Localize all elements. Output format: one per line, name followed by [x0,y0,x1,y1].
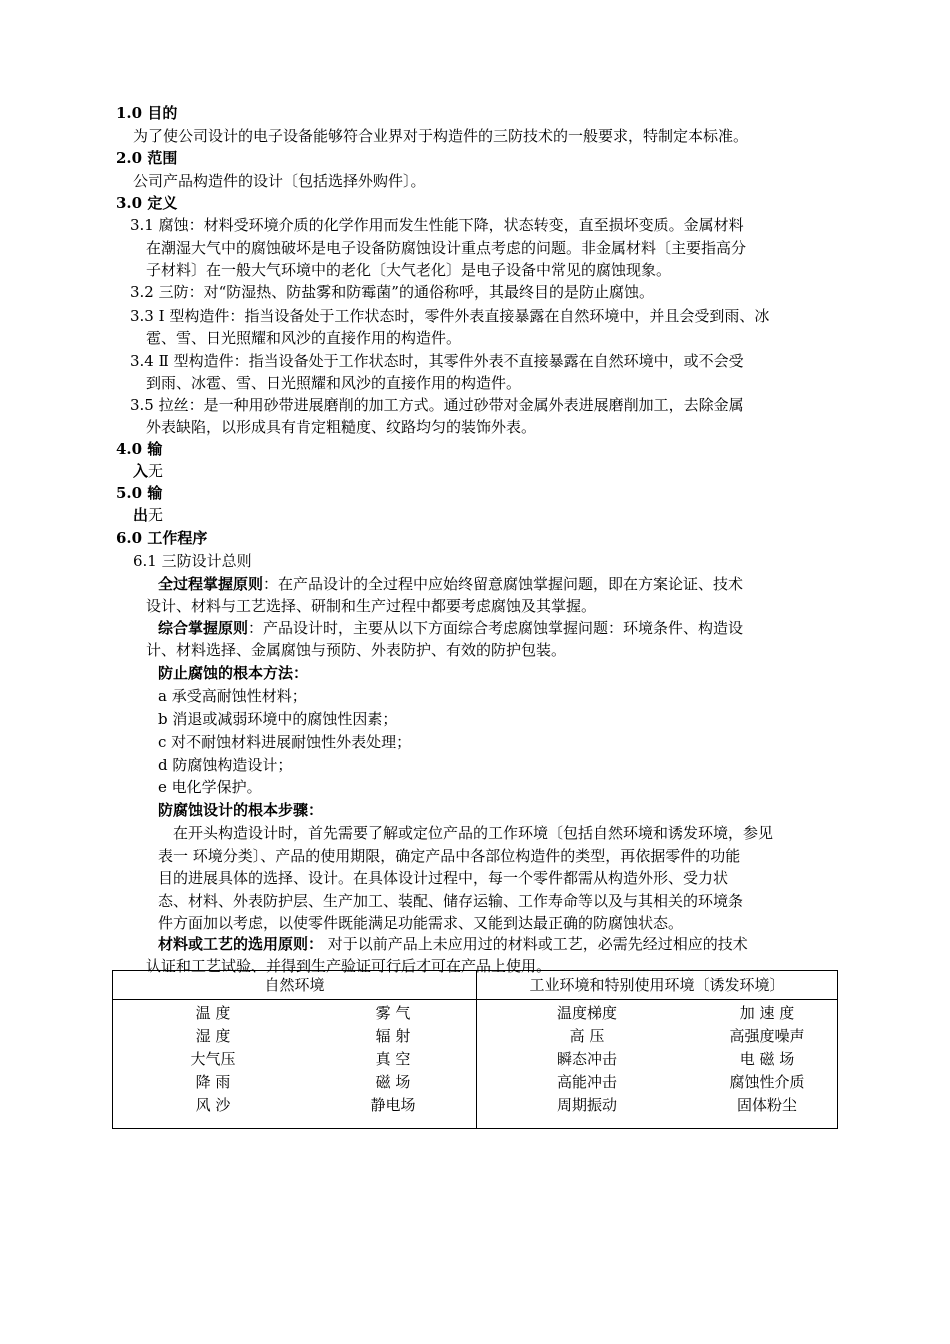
definition-corrosion-line: 子材料〕在一般大气环境中的老化〔大气老化〕是电子设备中常见的腐蚀现象。 [146,261,672,279]
definition-brushing-line: 外表缺陷，以形成具有肯定粗糙度、纹路均匀的装饰外表。 [146,418,537,436]
steps-title: 防腐蚀设计的根本步骤： [158,801,324,819]
principle-text-line: 设计、材料与工艺选择、研制和生产过程中都要考虑腐蚀及其掌握。 [146,597,597,615]
table-row-pair [477,1002,837,1025]
input-value: 无 [148,462,164,480]
table-row-pair [113,1002,476,1025]
definition-corrosion-line: 3.1 腐蚀：材料受环境介质的化学作用而发生性能下降，状态转变，直至损坏变质。金属材料 [130,216,744,234]
natural-env-cell [113,1000,477,1129]
method-item: a 承受高耐蚀性材料； [158,687,307,705]
input-text [133,460,163,482]
env-item: 高能冲击 [556,1073,617,1091]
definition-brushing-line: 3.5 拉丝：是一种用砂带进展磨削的加工方式。通过砂带对金属外表进展磨削加工，去除金属 [130,396,744,414]
input-label: 入 [133,462,149,480]
purpose-text: 为了使公司设计的电子设备能够符合业界对于构造件的三防技术的一般要求，特制定本标准。 [133,127,749,145]
steps-text-line: 目的进展具体的选择、设计。在具体设计过程中，每一个零件都需从构造外形、受力状 [158,869,729,887]
section-heading-procedure: 6.0 工作程序 [116,529,208,547]
table-row-pair [113,1094,476,1117]
principle-text-line: 计、材料选择、金属腐蚀与预防、外表防护、有效的防护包装。 [146,641,567,659]
scope-text: 公司产品构造件的设计〔包括选择外购件〕。 [133,172,426,190]
table-row-pair [477,1094,837,1117]
section-heading-output: 5.0 输 [116,484,163,502]
section-heading-purpose: 1.0 目的 [116,104,178,122]
table-row-pair [477,1025,837,1048]
env-item: 固体粉尘 [736,1096,797,1114]
env-item: 高 压 [569,1027,605,1045]
steps-text-line: 表一 环境分类〕、产品的使用期限，确定产品中各部位构造件的类型，再依据零件的功能 [158,847,741,865]
method-item: c 对不耐蚀材料进展耐蚀性外表处理； [158,733,412,751]
env-item: 加 速 度 [739,1004,795,1022]
definition-type2-line: 到雨、冰雹、雪、日光照耀和风沙的直接作用的构造件。 [146,374,522,392]
section-heading-scope: 2.0 范围 [116,149,178,167]
definition-corrosion-line: 在潮湿大气中的腐蚀破坏是电子设备防腐蚀设计重点考虑的问题。非金属材料〔主要指高分 [146,239,747,257]
env-item: 大气压 [190,1050,236,1068]
subsection-heading-general: 6.1 三防设计总则 [133,552,252,570]
principle-label: 全过程掌握原则 [158,575,264,593]
env-item: 腐蚀性介质 [729,1073,805,1091]
env-item: 高强度噪声 [729,1027,805,1045]
principle-comprehensive [158,617,743,639]
header-induced: 工业环境和特别使用环境〔诱发环境〕 [477,971,838,1000]
method-item: d 防腐蚀构造设计； [158,756,293,774]
principle-label: 材料或工艺的选用原则： [158,935,324,953]
steps-text-line: 态、材料、外表防护层、生产加工、装配、储存运输、工作寿命等以及与其相关的环境条 [158,892,744,910]
env-item: 温 度 [195,1004,231,1022]
induced-env-cell [477,1000,838,1129]
definition-type1-line: 雹、雪、日光照耀和风沙的直接作用的构造件。 [146,329,462,347]
table-row-pair [477,1048,837,1071]
environment-table [112,970,838,1129]
output-text [133,504,163,526]
principle-text: ：产品设计时，主要从以下方面综合考虑腐蚀掌握问题：环境条件、构造设 [248,619,744,637]
steps-text-line: 件方面加以考虑，以使零件既能满足功能需求、又能到达最正确的防腐蚀状态。 [158,914,684,932]
table-header-row [113,971,838,1000]
env-item: 瞬态冲击 [556,1050,617,1068]
env-item: 电 磁 场 [739,1050,795,1068]
output-label: 出 [133,506,149,524]
definition-type2-line: 3.4 Ⅱ 型构造件：指当设备处于工作状态时，其零件外表不直接暴露在自然环境中，或不会受 [130,352,744,370]
table-row-pair [113,1025,476,1048]
principle-text-line: 认证和工艺试验、并得到生产验证可行后才可在产品上使用。 [146,957,552,975]
env-item: 磁 场 [375,1073,411,1091]
principle-material-selection [158,933,748,955]
env-item: 风 沙 [195,1096,231,1114]
env-item: 温度梯度 [556,1004,617,1022]
principle-text: 对于以前产品上未应用过的材料或工艺，必需先经过相应的技术 [323,935,748,953]
methods-title: 防止腐蚀的根本方法： [158,664,309,682]
env-item: 湿 度 [195,1027,231,1045]
steps-text-line: 在开头构造设计时，首先需要了解或定位产品的工作环境〔包括自然环境和诱发环境，参见 [173,824,774,842]
definition-type1-line: 3.3 Ⅰ 型构造件：指当设备处于工作状态时，零件外表直接暴露在自然环境中，并且会受到雨、冰 [130,307,770,325]
principle-label: 综合掌握原则 [158,619,249,637]
principle-whole-process [158,573,743,595]
definition-three-proof: 3.2 三防：对“防湿热、防盐雾和防霉菌”的通俗称呼，其最终目的是防止腐蚀。 [130,283,654,301]
env-item: 静电场 [370,1096,416,1114]
table-row [113,1000,838,1129]
table-row-pair [113,1048,476,1071]
env-item: 雾 气 [375,1004,411,1022]
principle-text: ：在产品设计的全过程中应始终留意腐蚀掌握问题，即在方案论证、技术 [263,575,744,593]
method-item: b 消退或减弱环境中的腐蚀性因素； [158,710,398,728]
env-item: 真 空 [375,1050,411,1068]
method-item: e 电化学保护。 [158,778,262,796]
section-heading-input: 4.0 输 [116,440,163,458]
env-item: 周期振动 [556,1096,617,1114]
header-natural: 自然环境 [113,971,477,1000]
env-item: 辐 射 [375,1027,411,1045]
table-row-pair [113,1071,476,1094]
table-row-pair [477,1071,837,1094]
output-value: 无 [148,506,164,524]
section-heading-definitions: 3.0 定义 [116,194,178,212]
env-item: 降 雨 [195,1073,231,1091]
